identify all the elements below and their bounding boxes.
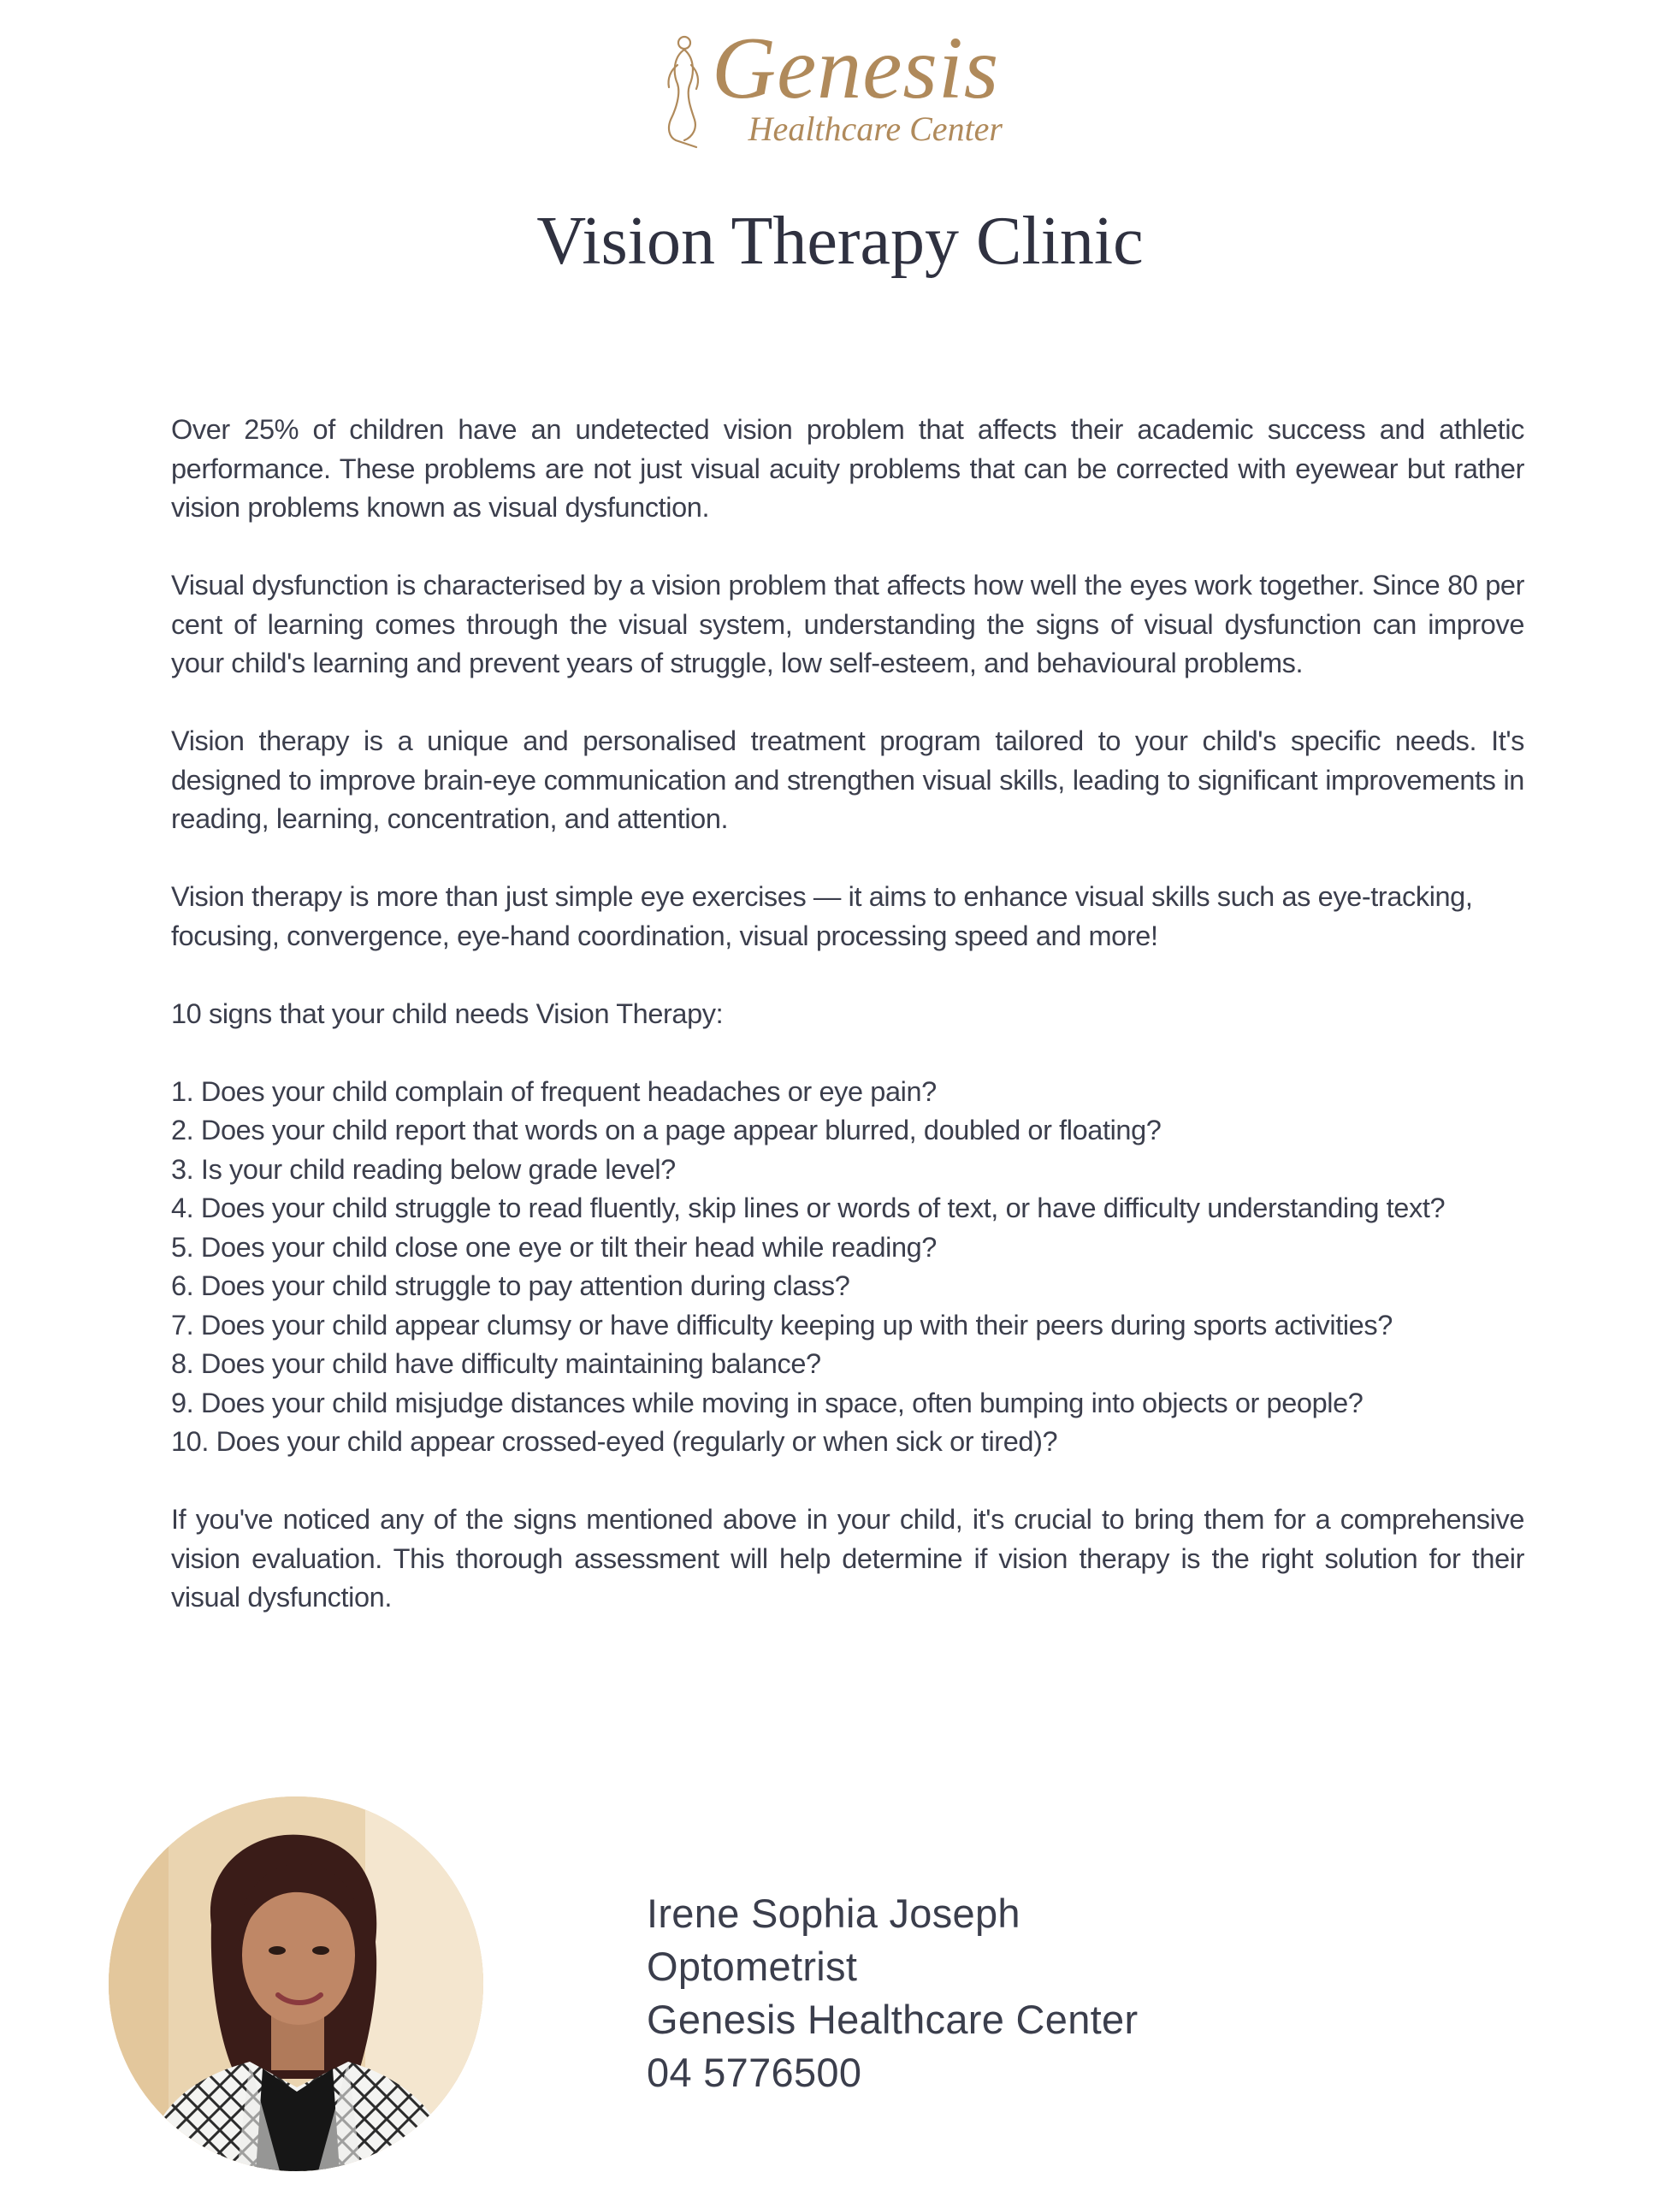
brand-logo xyxy=(659,19,1003,152)
logo-name: Genesis xyxy=(712,19,1000,117)
signs-heading: 10 signs that your child needs Vision Therapy: xyxy=(171,997,724,1029)
portrait-illustration xyxy=(109,1796,483,2171)
article-body xyxy=(171,411,1524,1618)
contact-organization: Genesis Healthcare Center xyxy=(647,1997,1139,2042)
list-item: 7. Does your child appear clumsy or have difficulty keeping up with their peers during sports activities? xyxy=(171,1309,1393,1341)
list-item: 3. Is your child reading below grade level? xyxy=(171,1153,676,1185)
paragraph-eye-exercises: Vision therapy is more than just simple eye exercises — it aims to enhance visual skills such as eye-tracking, focusing, convergence, eye-hand coordination, visual processing speed and more! xyxy=(171,881,1473,951)
list-item: 10. Does your child appear crossed-eyed (regularly or when sick or tired)? xyxy=(171,1426,1058,1457)
paragraph-vision-therapy: Vision therapy is a unique and personalised treatment program tailored to your child's specific needs. It's designed to improve brain-eye communication and strengthen visual skills, leading to significant improvements in reading, learning, concentration, and attention. xyxy=(171,725,1524,834)
signs-list xyxy=(171,1073,1524,1462)
logo-subtitle: Healthcare Center xyxy=(748,110,1003,148)
list-item: 2. Does your child report that words on a page appear blurred, doubled or floating? xyxy=(171,1115,1162,1145)
list-item: 5. Does your child close one eye or tilt their head while reading? xyxy=(171,1231,937,1263)
list-item: 6. Does your child struggle to pay attention during class? xyxy=(171,1270,850,1301)
paragraph-visual-dysfunction: Visual dysfunction is characterised by a vision problem that affects how well the eyes work together. Since 80 per cent of learning comes through the visual system, understanding the signs of visual dysfunction can improve your child's learning and prevent years of struggle, low self-esteem, and behavioural problems. xyxy=(171,570,1524,678)
paragraph-closing: If you've noticed any of the signs mentioned above in your child, it's crucial to bring them for a comprehensive vision evaluation. This thorough assessment will help determine if vision therapy is the right solution for their visual dysfunction. xyxy=(171,1504,1524,1613)
contact-phone[interactable]: 04 5776500 xyxy=(647,2050,862,2095)
list-item: 4. Does your child struggle to read fluently, skip lines or words of text, or have difficulty understanding text? xyxy=(171,1193,1446,1223)
contact-card xyxy=(647,1887,1331,2099)
figure-logo-icon xyxy=(659,31,710,151)
list-item: 1. Does your child complain of frequent headaches or eye pain? xyxy=(171,1075,937,1107)
contact-role: Optometrist xyxy=(647,1944,858,1989)
list-item: 8. Does your child have difficulty maintaining balance? xyxy=(171,1348,821,1379)
contact-name: Irene Sophia Joseph xyxy=(647,1891,1020,1936)
optometrist-portrait-photo xyxy=(109,1796,483,2171)
page-title: Vision Therapy Clinic xyxy=(536,204,1144,279)
list-item: 9. Does your child misjudge distances while moving in space, often bumping into objects or people? xyxy=(171,1387,1364,1418)
paragraph-intro: Over 25% of children have an undetected vision problem that affects their academic success and athletic performance. These problems are not just visual acuity problems that can be corrected with eyewear but rather vision problems known as visual dysfunction. xyxy=(171,414,1524,523)
